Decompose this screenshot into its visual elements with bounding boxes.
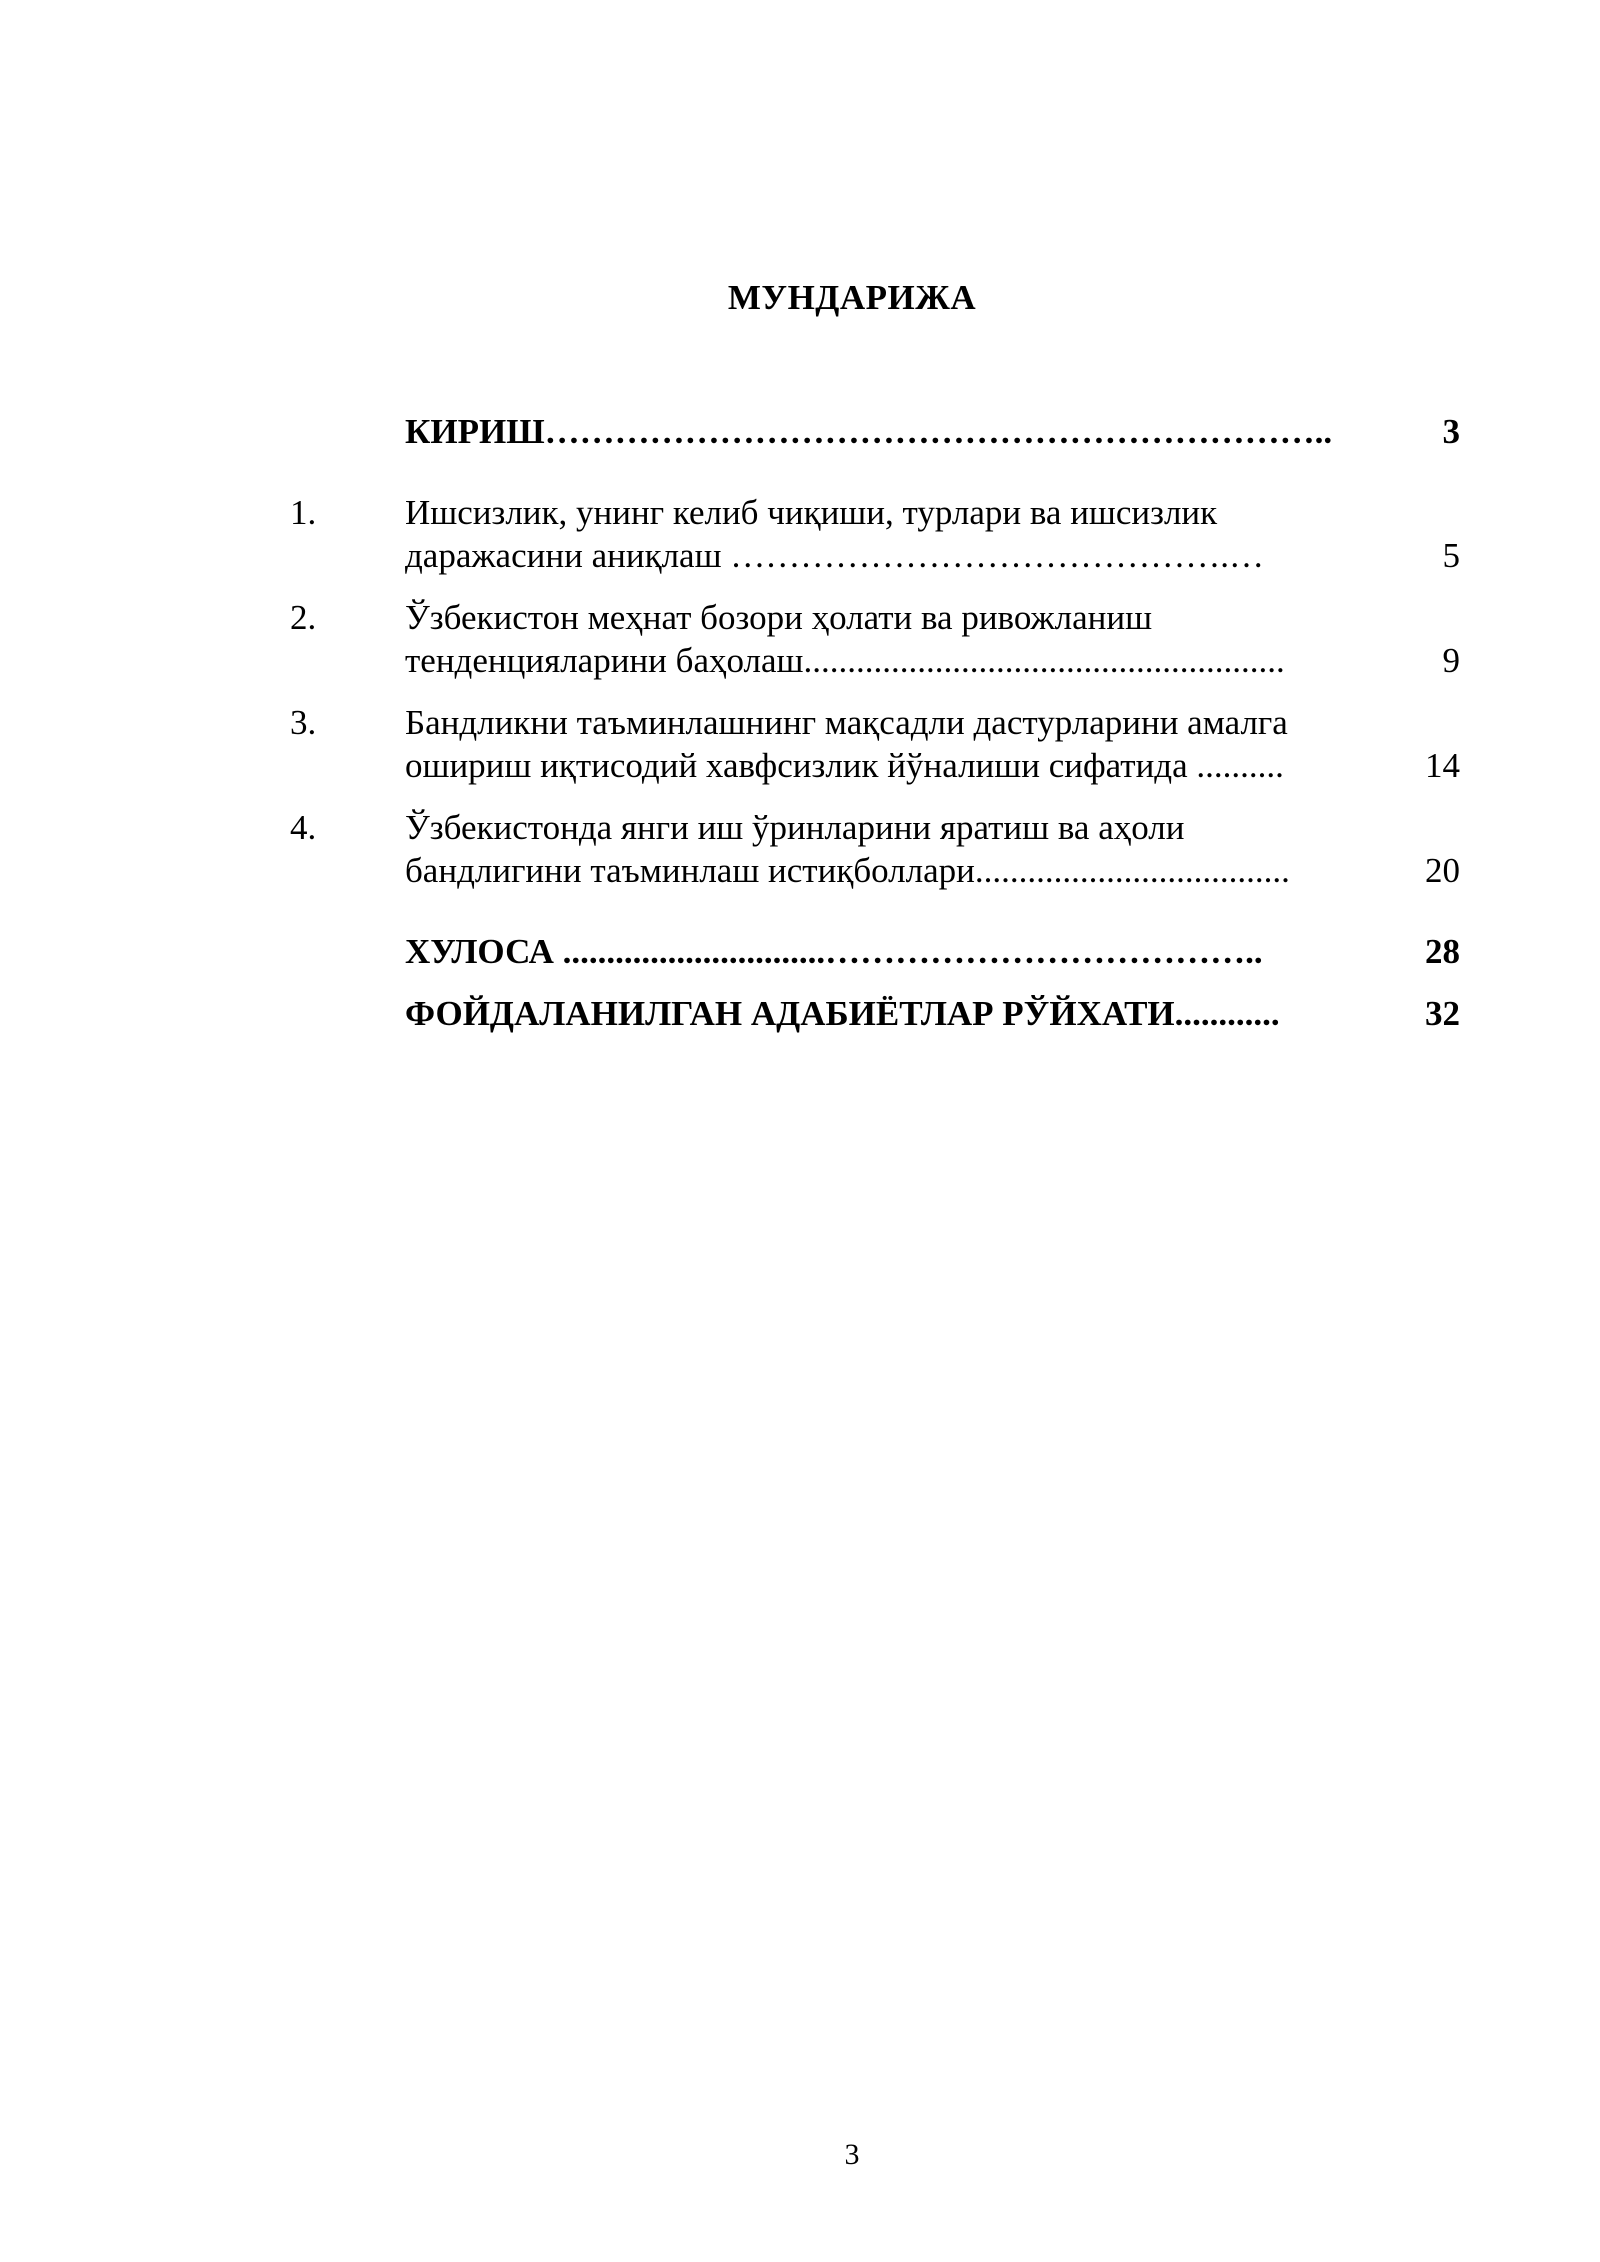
toc-entry-page: 20	[1425, 851, 1460, 890]
toc-entry-number: 4.	[290, 808, 317, 847]
page-number: 3	[844, 2138, 860, 2171]
toc-entry-line: ХУЛОСА ..............................………………………………..	[405, 932, 1263, 971]
toc-entry-line: тенденцияларини баҳолаш.......................................................	[405, 641, 1285, 680]
toc-entry-line: Ўзбекистон меҳнат бозори ҳолати ва ривожланиш	[405, 598, 1153, 637]
toc-entry-line: ошириш иқтисодий хавфсизлик йўналиши сифатида ..........	[405, 746, 1284, 785]
toc-entry-page: 14	[1425, 746, 1460, 785]
toc-entry-number: 3.	[290, 703, 317, 742]
toc-entry-line: ФОЙДАЛАНИЛГАН АДАБИЁТЛАР РЎЙХАТИ............	[405, 994, 1280, 1033]
toc-entry-page: 3	[1442, 412, 1460, 451]
toc-entry-title	[405, 992, 1370, 1035]
toc-entry-line: бандлигини таъминлаш истиқболлари....................................	[405, 851, 1290, 890]
toc-entry-title	[405, 410, 1370, 453]
toc-entry-page: 28	[1425, 932, 1460, 971]
toc-entry-number: 2.	[290, 598, 317, 637]
toc-entry-line: Ишсизлик, унинг келиб чиқиши, турлари ва ишсизлик	[405, 493, 1218, 532]
toc-entry-title	[405, 930, 1370, 973]
toc-entry-line: Ўзбекистонда янги иш ўринларини яратиш ва аҳоли	[405, 808, 1185, 847]
toc-entry-page: 5	[1442, 536, 1460, 575]
toc-entry-line: Бандликни таъминлашнинг мақсадли дастурларини амалга	[405, 703, 1288, 742]
toc-entry-line: даражасини аниқлаш …………………………………….…	[405, 536, 1265, 575]
toc-entry-title	[405, 701, 1370, 787]
toc-entry-line: КИРИШ…………………………………………………………..	[405, 412, 1333, 451]
toc-entry-title	[405, 806, 1370, 892]
toc-entry-page: 32	[1425, 994, 1460, 1033]
toc-entry-title	[405, 491, 1370, 577]
page-title: МУНДАРИЖА	[727, 278, 977, 317]
toc-entry-page: 9	[1442, 641, 1460, 680]
toc-entry-title	[405, 596, 1370, 682]
toc-entry-number: 1.	[290, 493, 317, 532]
